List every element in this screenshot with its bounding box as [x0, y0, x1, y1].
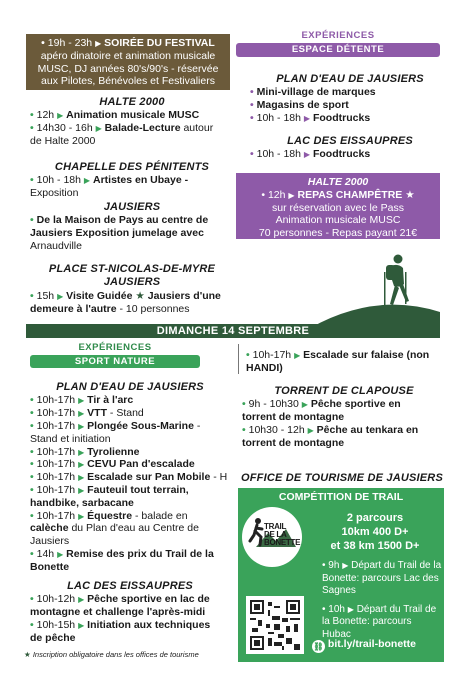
festival-evening-box: • 19h - 23h ▶ SOIRÉE DU FESTIVAL apéro dinatoire et animation musicale MUSC, DJ années 80's/90's - réservée aux Pilotes, Bénévoles et Festivaliers [26, 34, 230, 90]
lac-detente-section: LAC DES EISSAUPRES • 10h - 18h ▶ Foodtrucks [250, 135, 450, 161]
plan-eau-detente-section: PLAN D'EAU DE JAUSIERS • Mini-village de marques • Magasins de sport • 10h - 18h ▶ Foodtrucks [250, 73, 450, 125]
footnote: ★ Inscription obligatoire dans les offices de tourisme [24, 650, 199, 659]
qr-code-icon [250, 600, 300, 650]
section-heading: HALTE 2000 [99, 96, 165, 108]
star-icon: ★ [135, 289, 145, 302]
exp-detente-label: EXPÉRIENCES ESPACE DÉTENTE [236, 30, 440, 57]
section-heading: JAUSIERS [103, 201, 161, 213]
day-banner: DIMANCHE 14 SEPTEMBRE [26, 324, 440, 338]
halte2000-section: HALTE 2000 • 12h ▶ Animation musicale MUSC • 14h30 - 16h ▶ Balade-Lecture autour de Halte 2000 [30, 96, 234, 148]
hiker-illustration [300, 252, 440, 334]
chapelle-section: CHAPELLE DES PÉNITENTS • 10h - 18h ▶ Artistes en Ubaye - Exposition [30, 161, 234, 200]
jausiers-section: JAUSIERS • De la Maison de Pays au centre de Jausiers Exposition jumelage avec Arnaudville [30, 201, 234, 253]
plan-eau-nature-section: PLAN D'EAU DE JAUSIERS • 10h-17h ▶ Tir à l'arc • 10h-17h ▶ VTT - Stand • 10h-17h ▶ Plongée Sous-Marine - Stand et initiation • 10h-17h ▶ Tyrolienne • 10h-17h ▶ CEVU Pan d'escalade • 10h-17h ▶ Escalade sur Pan Mobile - H • 10h-17h ▶ Fauteuil tout terrain, handbike, sarbacane • 10h-17h ▶ Équestre - balade en calèche du Plan d'eau au Centre de Jausiers • 14h ▶ Remise des prix du Trail de la Bonette [30, 381, 240, 574]
exp-nature-label: EXPÉRIENCES SPORT NATURE [30, 342, 200, 368]
section-heading: TORRENT DE CLAPOUSE [274, 385, 414, 397]
office-heading: OFFICE DE TOURISME DE JAUSIERS [241, 472, 443, 484]
torrent-section: TORRENT DE CLAPOUSE • 9h - 10h30 ▶ Pêche sportive en torrent de montagne • 10h30 - 12h ▶ Pêche au tenkara en torrent de montagne [242, 385, 446, 450]
section-heading: PLAN D'EAU DE JAUSIERS [56, 381, 204, 393]
link-icon: ⛓ [313, 642, 324, 651]
trail-link[interactable]: ⛓ bit.ly/trail-bonette [313, 638, 417, 651]
section-heading: CHAPELLE DES PÉNITENTS [54, 161, 210, 173]
play-triangle-icon: ▶ [95, 39, 102, 48]
star-icon: ★ [24, 650, 31, 659]
place-section: PLACE ST-NICOLAS-DE-MYRE JAUSIERS • 15h ▶ Visite Guidée ★ Jausiers d'une demeure à l'autre - 10 personnes [30, 263, 234, 315]
section-subheading: JAUSIERS [103, 276, 161, 289]
star-icon: ★ [405, 188, 415, 201]
trail-competition-box: COMPÉTITION DE TRAIL TRAIL DE LA BONETTE 2 parcours 10km 400 D+ et 38 km 1500 D+ • 9h ▶ Départ du Trail de la Bonette: parcours Lac des Sagnes • 10h ▶ Départ du Trail de la Bonette: parcours Hubac ⛓ bit.ly/trail-bonette [238, 488, 444, 662]
trail-logo: TRAIL DE LA BONETTE [242, 507, 302, 567]
section-heading: LAC DES EISSAUPRES [67, 580, 193, 592]
section-heading: PLAN D'EAU DE JAUSIERS [276, 73, 424, 85]
column-divider [238, 344, 239, 374]
repas-champetre-box: HALTE 2000 • 12h ▶ REPAS CHAMPÊTRE ★ sur réservation avec le Pass Animation musicale MUSC 70 personnes - Repas payant 21€ [236, 173, 440, 239]
bullet-icon: • [41, 37, 45, 49]
section-heading: PLACE ST-NICOLAS-DE-MYRE [48, 263, 216, 275]
lac-nature-section: LAC DES EISSAUPRES • 10h-12h ▶ Pêche sportive en lac de montagne et challenge l'après-midi • 10h-15h ▶ Initiation aux techniques de pêche [30, 580, 240, 645]
section-heading: LAC DES EISSAUPRES [287, 135, 413, 147]
qr-code[interactable] [246, 596, 304, 654]
escalade-section: • 10h-17h ▶ Escalade sur falaise (non HANDI) [246, 349, 430, 374]
